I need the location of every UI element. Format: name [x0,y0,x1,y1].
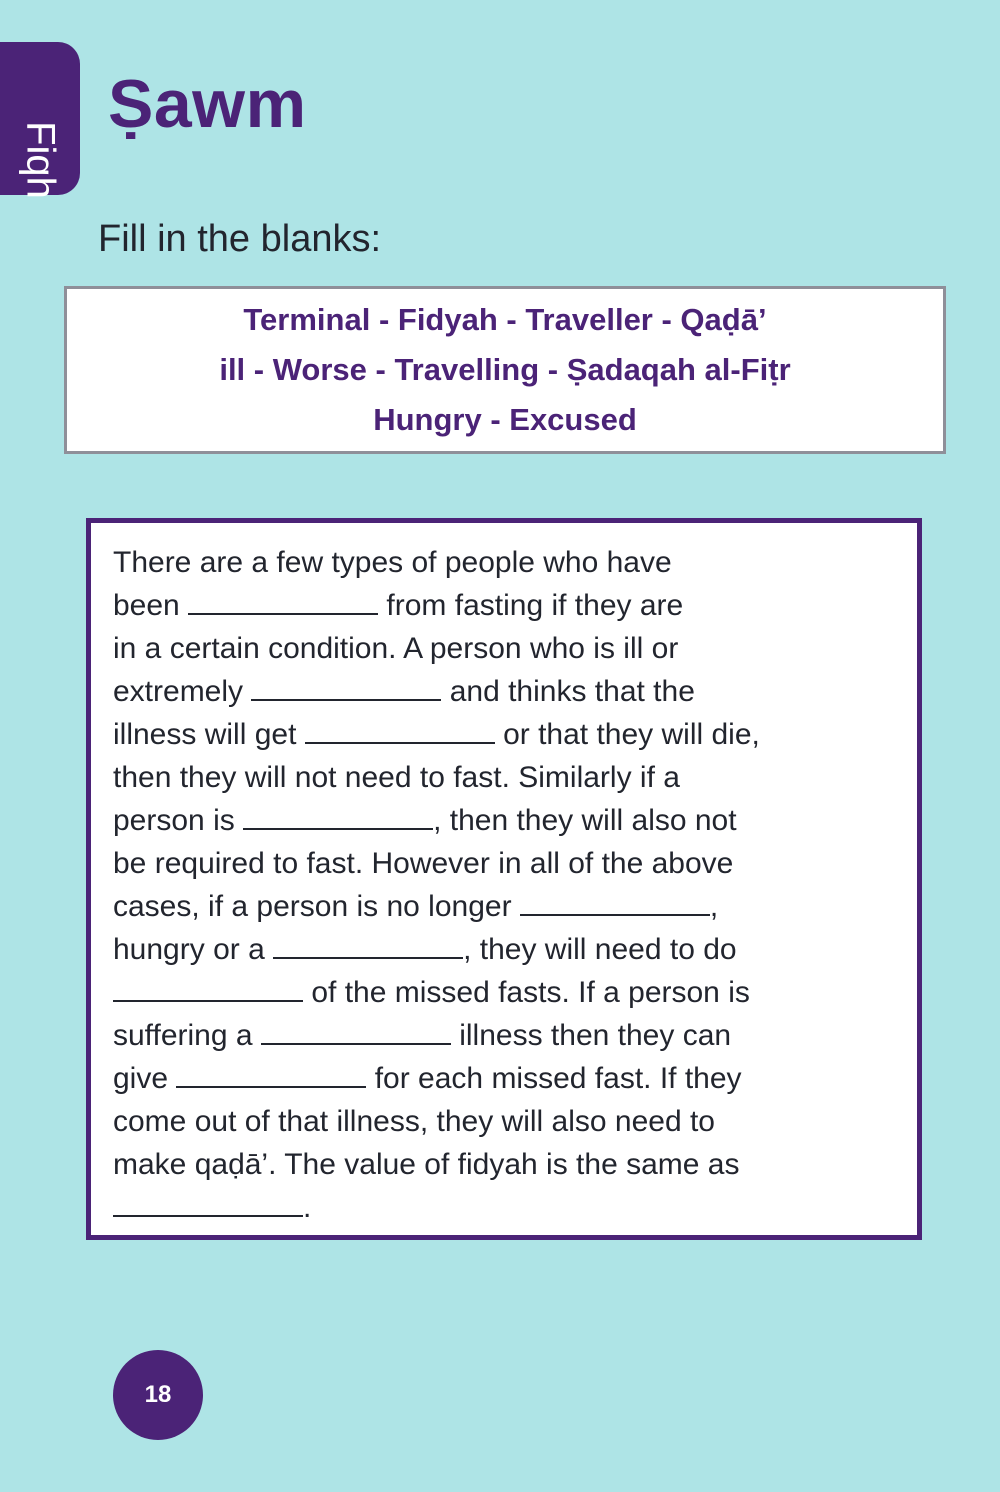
passage-line [113,584,897,627]
passage-line [113,842,897,885]
passage-text: . [303,1191,312,1224]
passage-line [113,971,897,1014]
passage-box [86,518,922,1240]
passage-text: be required to fast. However in all of the above [113,847,734,880]
passage-text: illness then they can [450,1019,732,1052]
passage-line [113,627,897,670]
passage-line [113,1014,897,1057]
passage-line [113,1143,897,1186]
passage-text: from fasting if they are [378,589,684,622]
passage-text: for each missed fast. If they [366,1062,742,1095]
passage-text: in a certain condition. A person who is ill or [113,632,679,665]
page-number: 18 [113,1350,203,1440]
passage-text: give [113,1062,177,1095]
passage-line [113,713,897,756]
passage-text: come out of that illness, they will also need to [113,1105,715,1138]
passage-text: person is [113,804,244,837]
passage-text: There are a few types of people who have [113,546,672,579]
passage-line [113,1057,897,1100]
passage-text: illness will get [113,718,305,751]
fill-in-blank[interactable] [176,1062,366,1088]
passage-line [113,1186,897,1229]
fill-in-blank[interactable] [305,718,495,744]
word-bank-line: ill - Worse - Travelling - Ṣadaqah al-Fiṭr [219,352,791,387]
passage-text: make qaḍā’. The value of fidyah is the same as [113,1148,740,1181]
passage-line [113,928,897,971]
word-bank [64,286,946,454]
passage-text: , [709,890,719,923]
fill-in-blank[interactable] [113,1191,303,1217]
passage-text: suffering a [113,1019,261,1052]
passage-text: , then they will also not [433,804,737,837]
passage-text: extremely [113,675,252,708]
passage-line [113,799,897,842]
fill-in-blank[interactable] [188,589,378,615]
fill-in-blank[interactable] [251,675,441,701]
passage-text: then they will not need to fast. Similarly if a [113,761,680,794]
passage-line [113,885,897,928]
passage-line [113,1100,897,1143]
passage-text: cases, if a person is no longer [113,890,520,923]
passage-text: or that they will die, [494,718,760,751]
side-tab [0,42,80,199]
passage-text: of the missed fasts. If a person is [303,976,750,1009]
fill-in-blank[interactable] [243,804,433,830]
passage-text: hungry or a [113,933,274,966]
instruction: Fill in the blanks: [98,218,382,260]
side-tab-label: Fiqh [18,121,63,199]
word-bank-line: Terminal - Fidyah - Traveller - Qaḍā’ [243,302,767,337]
passage-line [113,670,897,713]
passage-line [113,541,897,584]
fill-in-blank[interactable] [520,890,710,916]
page-title: Ṣawm [108,66,307,142]
passage-line [113,756,897,799]
fill-in-blank[interactable] [261,1019,451,1045]
passage-text: and thinks that the [441,675,695,708]
passage-text: been [113,589,189,622]
word-bank-line: Hungry - Excused [373,402,637,437]
passage-text: , they will need to do [463,933,737,966]
fill-in-blank[interactable] [273,933,463,959]
fill-in-blank[interactable] [113,976,303,1002]
